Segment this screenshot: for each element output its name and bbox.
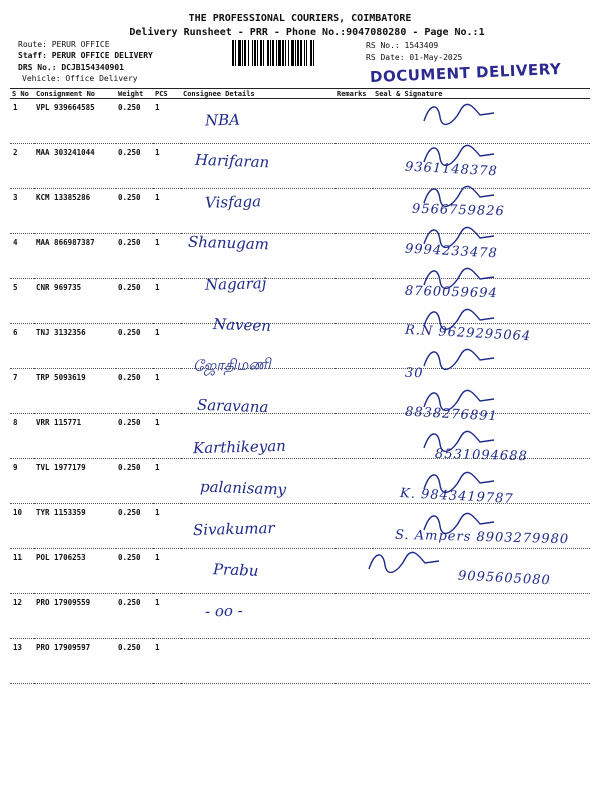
consignee-name: Harifaran	[194, 150, 270, 172]
cell-sno: 10	[10, 504, 34, 549]
consignee-name: palanisamy	[199, 477, 287, 499]
col-consignment: Consignment No	[34, 89, 116, 99]
col-pcs: PCS	[153, 89, 181, 99]
table-row	[10, 99, 590, 144]
cell-consignment-no: TVL 1977179	[34, 459, 116, 504]
cell-sno: 4	[10, 234, 34, 279]
cell-sno: 11	[10, 549, 34, 594]
cell-remarks	[335, 594, 373, 639]
col-remarks: Remarks	[335, 89, 373, 99]
col-weight: Weight	[116, 89, 153, 99]
cell-consignment-no: KCM 13385286	[34, 189, 116, 234]
cell-consignment-no: PRO 17909597	[34, 639, 116, 684]
cell-sno: 2	[10, 144, 34, 189]
cell-sno: 8	[10, 414, 34, 459]
cell-remarks	[335, 414, 373, 459]
cell-pcs: 1	[153, 414, 181, 459]
cell-weight: 0.250	[116, 594, 153, 639]
cell-pcs: 1	[153, 369, 181, 414]
cell-weight: 0.250	[116, 639, 153, 684]
table-row	[10, 594, 590, 639]
signature-scribble	[365, 549, 445, 575]
cell-consignment-no: POL 1706253	[34, 549, 116, 594]
cell-sno: 7	[10, 369, 34, 414]
cell-weight: 0.250	[116, 99, 153, 144]
cell-sno: 13	[10, 639, 34, 684]
cell-consignment-no: TYR 1153359	[34, 504, 116, 549]
cell-pcs: 1	[153, 504, 181, 549]
signature-phone: 9994233478	[404, 241, 499, 262]
cell-remarks	[335, 639, 373, 684]
consignee-name: Shanugam	[187, 232, 270, 254]
signature-scribble	[420, 224, 500, 250]
cell-consignment-no: CNR 969735	[34, 279, 116, 324]
cell-sno: 5	[10, 279, 34, 324]
cell-consignee	[181, 639, 335, 684]
signature-scribble	[420, 265, 500, 291]
cell-consignment-no: TRP 5093619	[34, 369, 116, 414]
signature-phone: K. 9843419787	[399, 486, 515, 508]
signature-scribble	[420, 183, 500, 209]
signature-scribble	[420, 510, 500, 536]
consignee-name: Nagaraj	[204, 273, 267, 294]
table-row	[10, 369, 590, 414]
cell-consignment-no: VRR 115771	[34, 414, 116, 459]
signature-scribble	[420, 428, 500, 454]
signature-scribble	[420, 101, 500, 127]
consignee-name: - oo -	[204, 601, 243, 621]
cell-weight: 0.250	[116, 369, 153, 414]
signature-phone: 30	[404, 366, 424, 382]
cell-remarks	[335, 189, 373, 234]
company-title: THE PROFESSIONAL COURIERS, COIMBATORE	[188, 13, 412, 24]
cell-sno: 3	[10, 189, 34, 234]
signature-phone: 9095605080	[457, 568, 552, 589]
cell-weight: 0.250	[116, 414, 153, 459]
cell-sno: 9	[10, 459, 34, 504]
signature-phone: 9566759826	[411, 201, 505, 220]
signature-phone: 9361148378	[404, 159, 499, 180]
runsheet-title: Delivery Runsheet - PRR - Phone No.:9047080280 - Page No.:1	[129, 27, 485, 38]
cell-remarks	[335, 279, 373, 324]
consignee-name: Karthikeyan	[192, 436, 287, 458]
table-row	[10, 234, 590, 279]
table-row	[10, 639, 590, 684]
cell-remarks	[335, 324, 373, 369]
cell-pcs: 1	[153, 459, 181, 504]
consignee-name: Saravana	[196, 396, 269, 417]
cell-pcs: 1	[153, 279, 181, 324]
vehicle: Vehicle: Office Delivery	[22, 74, 138, 83]
table-row	[10, 144, 590, 189]
cell-weight: 0.250	[116, 324, 153, 369]
cell-remarks	[335, 459, 373, 504]
col-consignee: Consignee Details	[181, 89, 335, 99]
signature-scribble	[420, 346, 500, 372]
table-header-row	[10, 89, 590, 99]
signature-scribble	[420, 387, 500, 413]
cell-weight: 0.250	[116, 144, 153, 189]
col-sno: S No	[10, 89, 34, 99]
cell-pcs: 1	[153, 594, 181, 639]
cell-pcs: 1	[153, 189, 181, 234]
cell-pcs: 1	[153, 99, 181, 144]
staff: Staff: PERUR OFFICE DELIVERY	[18, 51, 153, 60]
signature-phone: 8531094688	[434, 446, 528, 465]
route: Route: PERUR OFFICE	[18, 40, 110, 49]
rs-number: RS No.: 1543409	[366, 41, 439, 50]
cell-pcs: 1	[153, 639, 181, 684]
cell-sno: 6	[10, 324, 34, 369]
signature-phone: R.N 9629295064	[404, 322, 532, 344]
cell-weight: 0.250	[116, 234, 153, 279]
drs-value: DCJB154340901	[61, 63, 124, 72]
cell-remarks	[335, 234, 373, 279]
cell-remarks	[335, 99, 373, 144]
consignee-name: Sivakumar	[192, 518, 275, 540]
document-delivery-stamp: DOCUMENT DELIVERY	[369, 59, 562, 87]
consignee-name: NBA	[204, 110, 241, 130]
cell-consignee	[181, 594, 335, 639]
consignee-name: Visfaga	[204, 192, 262, 212]
col-signature: Seal & Signature	[373, 89, 590, 99]
cell-consignment-no: TNJ 3132356	[34, 324, 116, 369]
rs-date: RS Date: 01-May-2025	[366, 53, 463, 62]
drs-number	[18, 63, 124, 72]
cell-weight: 0.250	[116, 189, 153, 234]
runsheet-table	[10, 88, 590, 684]
cell-sno: 1	[10, 99, 34, 144]
drs-label: DRS No.:	[18, 63, 62, 72]
consignee-name: Naveen	[212, 314, 272, 335]
signature-phone: 8838276891	[404, 404, 499, 425]
cell-pcs: 1	[153, 549, 181, 594]
consignee-name: Prabu	[212, 560, 259, 580]
cell-weight: 0.250	[116, 504, 153, 549]
signature-phone: 8760059694	[404, 283, 498, 301]
signature-scribble	[420, 142, 500, 168]
barcode	[232, 40, 360, 66]
signature-phone: S. Ampers 8903279980	[394, 527, 570, 548]
cell-weight: 0.250	[116, 459, 153, 504]
cell-remarks	[335, 369, 373, 414]
cell-consignment-no: MAA 866987387	[34, 234, 116, 279]
cell-signature	[373, 639, 590, 684]
cell-signature	[373, 594, 590, 639]
cell-pcs: 1	[153, 144, 181, 189]
cell-remarks	[335, 144, 373, 189]
signature-scribble	[420, 306, 500, 332]
cell-consignment-no: VPL 939664585	[34, 99, 116, 144]
cell-pcs: 1	[153, 234, 181, 279]
cell-pcs: 1	[153, 324, 181, 369]
cell-weight: 0.250	[116, 549, 153, 594]
cell-consignment-no: MAA 303241044	[34, 144, 116, 189]
cell-remarks	[335, 504, 373, 549]
cell-weight: 0.250	[116, 279, 153, 324]
table-row	[10, 279, 590, 324]
cell-sno: 12	[10, 594, 34, 639]
cell-consignment-no: PRO 17909559	[34, 594, 116, 639]
consignee-name: ஜோதிமணி	[192, 355, 271, 376]
signature-scribble	[420, 469, 500, 495]
